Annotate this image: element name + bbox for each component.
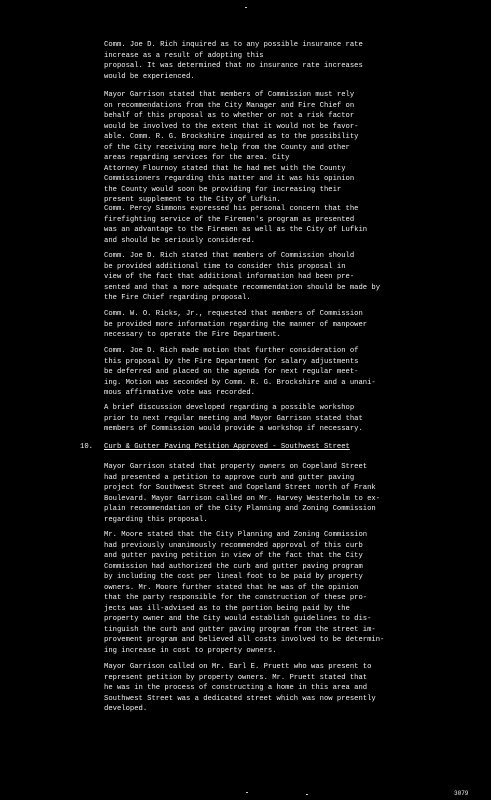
text-line: Commission had authorized the curb and gutter paving program xyxy=(104,562,363,571)
scan-speck xyxy=(245,7,247,8)
text-line: plain recommendation of the City Planning and Zoning Commission xyxy=(104,505,376,514)
paragraph-recommendations xyxy=(104,90,416,206)
text-line: be deferred and placed on the agenda for next regular meet- xyxy=(104,368,359,377)
paragraph-pruett xyxy=(104,662,416,715)
text-line: by including the cost per lineal foot to be paid by property xyxy=(104,573,363,582)
text-line: regarding this proposal. xyxy=(104,515,208,524)
text-line: prior to next regular meeting and Mayor Garrison stated that xyxy=(104,414,363,423)
paragraph-motion-deferred xyxy=(104,346,416,399)
text-line: Mayor Garrison stated that members of Commission must rely xyxy=(104,91,355,99)
text-line: the Fire Chief regarding proposal. xyxy=(104,294,251,303)
text-line: Attorney Flournoy stated that he had met with the County xyxy=(104,164,346,173)
text-line: that the party responsible for the construction of these pro- xyxy=(104,594,368,603)
text-line: provement program and believed all costs involved to be determin- xyxy=(104,636,385,645)
paragraph-additional-time xyxy=(104,251,416,304)
text-line: Mr. Moore stated that the City Planning and Zoning Commission xyxy=(104,531,368,539)
text-line: property owner and the City would establish guidelines to dis- xyxy=(104,615,372,624)
text-line: areas regarding services for the area. City xyxy=(104,154,290,163)
text-line: developed. xyxy=(104,705,148,714)
text-line: ing. Motion was seconded by Comm. R. G. Brockshire and a unani- xyxy=(104,378,376,387)
text-line: Mayor Garrison called on Mr. Earl E. Pruett who was present to xyxy=(104,663,372,671)
text-line: necessary to operate the Fire Department. xyxy=(104,331,281,340)
paragraph-firemen-program xyxy=(104,204,416,246)
text-line: Comm. Joe D. Rich stated that members of Commission should xyxy=(104,252,355,260)
text-line: be provided more information regarding the manner of manpower xyxy=(104,320,368,329)
text-line: view of the fact that additional information had been pre- xyxy=(104,273,355,282)
text-line: was an advantage to the Firemen as well as the City of Lufkin xyxy=(104,226,368,235)
text-line: and should be seriously considered. xyxy=(104,236,255,245)
text-line: the County would soon be providing for increasing their xyxy=(104,185,342,194)
agenda-item-heading: Curb & Gutter Paving Petition Approved - Southwest Street xyxy=(104,443,350,451)
text-line: Comm. Joe D. Rich made motion that further consideration of xyxy=(104,347,359,355)
paragraph-insurance-rate xyxy=(104,40,416,82)
text-line: Boulevard. Mayor Garrison called on Mr. Harvey Westerholm to ex- xyxy=(104,494,381,503)
text-line: proposal. It was determined that no insurance rate increases xyxy=(104,62,363,71)
text-line: he was in the process of constructing a home in this area and xyxy=(104,684,368,693)
text-line: present supplement to the City of Lufkin. xyxy=(104,196,281,205)
text-line: Mayor Garrison stated that property owners on Copeland Street xyxy=(104,463,368,471)
text-line: able. Comm. R. G. Brockshire inquired as to the possibility xyxy=(104,133,359,142)
text-line: of the City receiving more help from the County and other xyxy=(104,143,350,152)
text-line: on recommendations from the City Manager and Fire Chief on xyxy=(104,101,355,110)
text-line: owners. Mr. Moore further stated that he was of the opinion xyxy=(104,583,359,592)
text-line: sented and that a more adequate recommendation should be made by xyxy=(104,283,381,292)
text-line: be provided additional time to consider this proposal in xyxy=(104,262,346,271)
text-line: this proposal by the Fire Department for salary adjustments xyxy=(104,357,359,366)
paragraph-petition xyxy=(104,462,416,525)
page-number: 3079 xyxy=(454,790,469,797)
text-line: Commissioners regarding this matter and it was his opinion xyxy=(104,175,355,184)
paragraph-workshop xyxy=(104,403,416,435)
text-line: members of Commission would provide a workshop if necessary. xyxy=(104,425,363,434)
paragraph-planning-commission xyxy=(104,530,416,657)
text-line: firefighting service of the Firemen's program as presented xyxy=(104,215,355,224)
text-line: Comm. Joe D. Rich inquired as to any possible insurance rate xyxy=(104,41,363,49)
text-line: jects was ill-advised as to the portion being paid by the xyxy=(104,604,350,613)
text-line: Southwest Street was a dedicated street which was now presently xyxy=(104,694,376,703)
text-line: would be involved to the extent that it would not be favor- xyxy=(104,122,359,131)
text-line: Comm. Percy Simmons expressed his personal concern that the xyxy=(104,205,359,213)
scan-speck xyxy=(306,794,308,795)
text-line: represent petition by property owners. Mr. Pruett stated that xyxy=(104,673,368,682)
text-line: behalf of this proposal as to whether or not a risk factor xyxy=(104,112,355,121)
text-line: project for Southwest Street and Copeland Street north of Frank xyxy=(104,484,376,493)
text-line: tinguish the curb and gutter paving program from the street im- xyxy=(104,625,376,634)
text-line: had previously unanimously recommended approval of this curb xyxy=(104,541,363,550)
text-line: and gutter paving petition in view of the fact that the City xyxy=(104,552,363,561)
paragraph-manpower xyxy=(104,309,416,341)
text-line: mous affirmative vote was recorded. xyxy=(104,389,255,398)
text-line: had presented a petition to approve curb and gutter paving xyxy=(104,473,355,482)
text-line: Comm. W. O. Ricks, Jr., requested that members of Commission xyxy=(104,310,363,318)
text-line: would be experienced. xyxy=(104,72,195,81)
text-line: ing increase in cost to property owners. xyxy=(104,647,277,656)
text-line: increase as a result of adopting this xyxy=(104,51,264,60)
agenda-item-number: 10. xyxy=(80,443,93,451)
scan-speck xyxy=(246,792,248,793)
text-line: A brief discussion developed regarding a possible workshop xyxy=(104,404,355,412)
